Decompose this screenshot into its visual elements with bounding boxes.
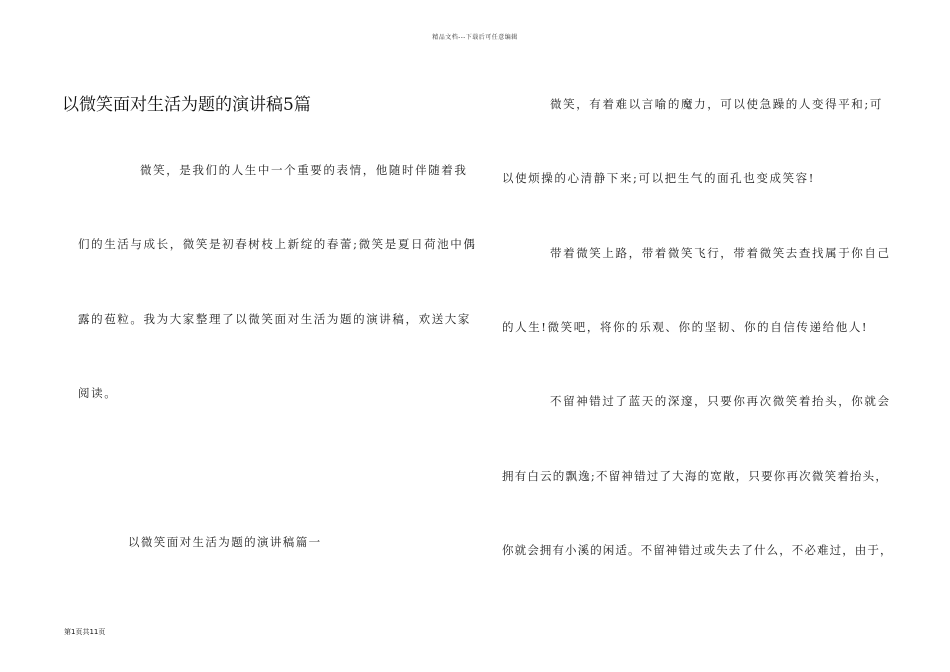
right-paragraph-line: 你就会拥有小溪的闲适。不留神错过或失去了什么，不必难过，由于，	[502, 543, 893, 557]
left-paragraph-line: 们的生活与成长，微笑是初春树枝上新绽的春蕾;微笑是夏日荷池中偶	[78, 237, 477, 251]
left-paragraph-line: 露的苞粒。我为大家整理了以微笑面对生活为题的演讲稿，欢送大家	[78, 312, 471, 326]
left-paragraph-line: 微笑，是我们的人生中一个重要的表情，他随时伴随着我	[140, 163, 468, 177]
right-paragraph-line: 微笑，有着难以言喻的魔力，可以使急躁的人变得平和;可	[550, 97, 883, 111]
right-paragraph-line: 以使烦操的心清静下来;可以把生气的面孔也变成笑容!	[502, 171, 815, 185]
right-paragraph-line: 不留神错过了蓝天的深邃，只要你再次微笑着抬头，你就会	[550, 394, 891, 408]
section-heading: 以微笑面对生活为题的演讲稿篇一	[128, 535, 322, 549]
left-paragraph-line: 阅读。	[78, 386, 118, 400]
page-number: 第1页共11页	[64, 628, 106, 636]
right-paragraph-line: 带着微笑上路，带着微笑飞行，带着微笑去查找属于你自己	[550, 246, 891, 260]
document-title: 以微笑面对生活为题的演讲稿5篇	[62, 95, 311, 115]
right-paragraph-line: 拥有白云的飘逸;不留神错过了大海的宽敞，只要你再次微笑着抬头，	[502, 469, 889, 483]
right-paragraph-line: 的人生!微笑吧，将你的乐观、你的坚韧、你的自信传递给他人!	[502, 320, 869, 334]
header-note: 精品文档---下载后可任意编辑	[432, 34, 518, 41]
